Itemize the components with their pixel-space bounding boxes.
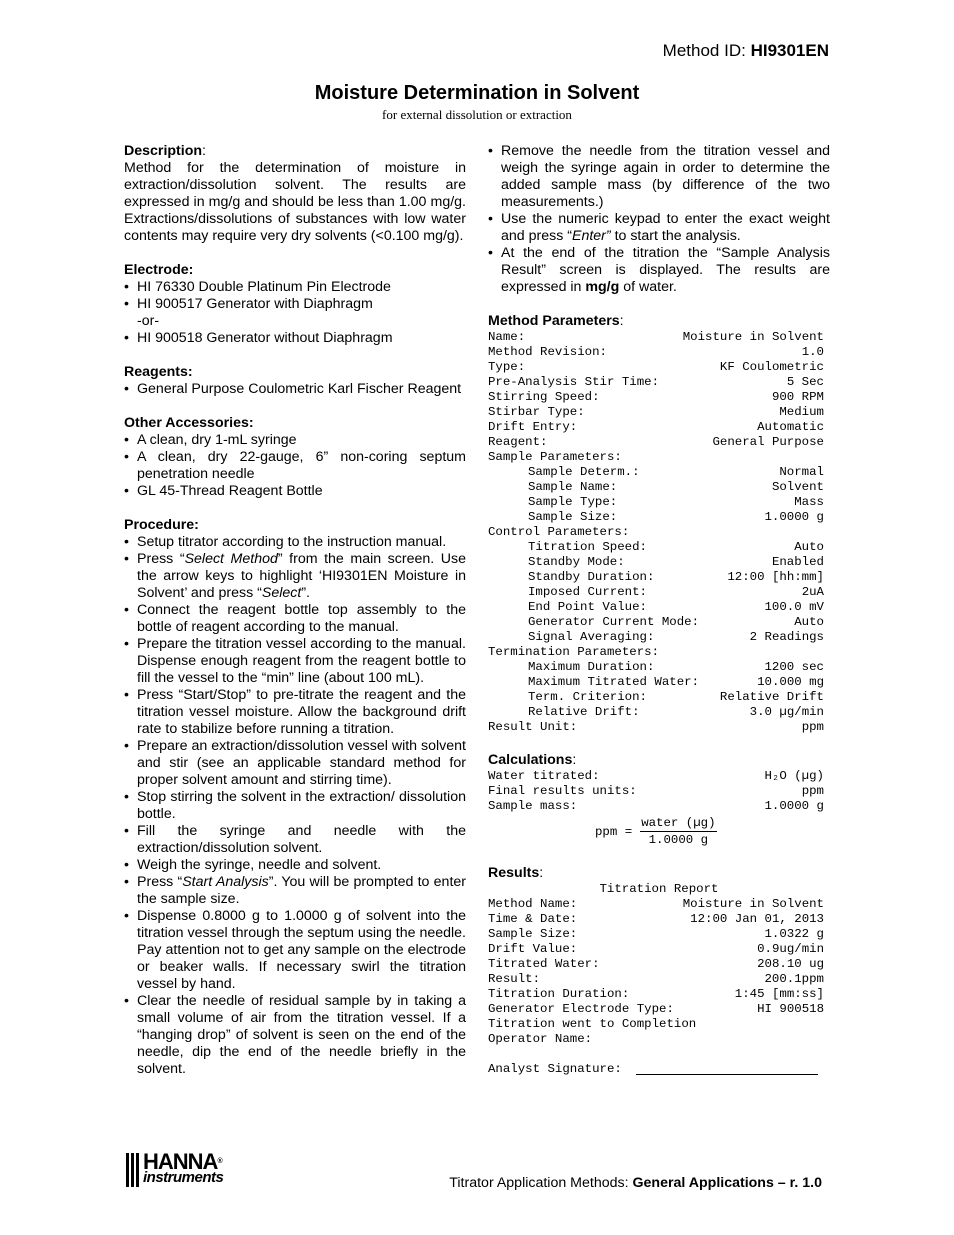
row-value: 5 Sec: [786, 375, 824, 389]
table-row: [488, 375, 830, 390]
table-row: [488, 942, 830, 957]
table-row: [488, 390, 830, 405]
row-label: Name:: [488, 330, 526, 344]
signature-row: Analyst Signature:: [488, 1062, 830, 1077]
row-value: H₂O (µg): [764, 769, 824, 783]
row-label: Result:: [488, 972, 541, 986]
procedure-continued: [488, 126, 830, 296]
results-section: Results: Titration Report Method Name: Moisture in Solvent Time & Date: 12:00 Jan 01, 2013 Sample Size: 1.0322 g Drift Value: 0.9ug/min Titrated Water: 208.10 ug Result: 200.1ppm Titration Duration: 1:45 [mm:ss] Generator Electrode Type: HI 900518 Titration went to Completion Operator Name: Analyst Signature:: [488, 865, 830, 1077]
procedure-section: [124, 517, 466, 1078]
row-value: 0.9ug/min: [757, 942, 824, 956]
row-label: Sample Determ.:: [528, 465, 640, 479]
list-item: • Press “Select Method” from the main screen. Use the arrow keys to highlight ‘HI9301EN Moisture in Solvent’ and press “Select”.: [124, 551, 466, 601]
hanna-logo: HANNA® instruments: [126, 1153, 223, 1187]
row-label: Method Name:: [488, 897, 578, 911]
table-row: [488, 987, 830, 1002]
table-row: [488, 784, 830, 799]
table-row: [488, 435, 830, 450]
row-label: Pre-Analysis Stir Time:: [488, 375, 660, 389]
table-row: [488, 927, 830, 942]
list-item: • Prepare the titration vessel according to the manual. Dispense enough reagent from the reagent bottle to fill the vessel to the “min” line (about 100 mL).: [124, 636, 466, 686]
list-item: • Clear the needle of residual sample by in taking a small volume of air from the titration vessel. If a “hanging drop” of solvent is seen on the end of the needle, dip the end of the needle briefly in the solvent.: [124, 993, 466, 1077]
table-row: [488, 570, 830, 585]
accessories-section: [124, 415, 466, 500]
table-row: [488, 600, 830, 615]
list-item: • At the end of the titration the “Sample Analysis Result” screen is displayed. The results are expressed in mg/g of water.: [488, 245, 830, 295]
right-column: [488, 143, 830, 1077]
reagents-section: [124, 364, 466, 398]
results-table: [488, 882, 830, 1077]
list-item: • Press “Start/Stop” to pre-titrate the reagent and the titration vessel moisture. Allow the background drift rate to stabilize before running a titration.: [124, 687, 466, 737]
row-label: Stirring Speed:: [488, 390, 600, 404]
row-label: Stirbar Type:: [488, 405, 585, 419]
row-label: Sample Name:: [528, 480, 618, 494]
row-label: Drift Value:: [488, 942, 578, 956]
calculations-table: [488, 769, 830, 848]
table-row: [488, 420, 830, 435]
row-value: Normal: [779, 465, 824, 479]
formula-numerator: water (µg): [641, 816, 716, 830]
row-label: Sample Size:: [488, 927, 578, 941]
procedure-heading: Procedure:: [124, 517, 199, 533]
row-label: Standby Duration:: [528, 570, 655, 584]
row-label: Time & Date:: [488, 912, 578, 926]
method-id: Method ID: HI9301EN: [662, 41, 829, 60]
table-row: Result Unit: ppm: [488, 720, 824, 734]
row-label: Standby Mode:: [528, 555, 625, 569]
table-row: [488, 690, 830, 705]
row-label: Type:: [488, 360, 526, 374]
row-label: Sample Size:: [528, 510, 618, 524]
results-heading: Results: [488, 865, 540, 881]
table-row: [488, 465, 830, 480]
row-label: Titration Speed:: [528, 540, 647, 554]
list-item: • Use the numeric keypad to enter the exact weight and press “Enter” to start the analysis.: [488, 211, 830, 244]
table-row: Titration went to Completion: [488, 1017, 697, 1031]
table-row: [488, 1002, 830, 1017]
row-label: Maximum Titrated Water:: [528, 675, 700, 689]
table-row: [488, 799, 830, 814]
row-value: 1:45 [mm:ss]: [734, 987, 824, 1001]
or-text: -or-: [137, 313, 160, 329]
method-parameters-table: [488, 330, 830, 735]
list-item: • Weigh the syringe, needle and solvent.: [124, 857, 382, 873]
row-value: Enabled: [771, 555, 824, 569]
table-row: [488, 555, 830, 570]
row-value: 1.0000 g: [764, 799, 824, 813]
list-item: • A clean, dry 1-mL syringe: [124, 432, 297, 448]
list-item: • Dispense 0.8000 g to 1.0000 g of solvent into the titration vessel through the septum using the needle. Pay attention not to get any sample on the electrode or beaker walls. If necessary swirl the titration vessel by hand.: [124, 908, 466, 992]
list-item: • HI 900518 Generator without Diaphragm: [124, 330, 393, 346]
row-value: 2 Readings: [749, 630, 824, 644]
table-row: [488, 480, 830, 495]
table-row: [488, 769, 830, 784]
row-value: 12:00 Jan 01, 2013: [690, 912, 824, 926]
table-row: Termination Parameters:: [488, 645, 660, 659]
row-label: Water titrated:: [488, 769, 600, 783]
table-row: Control Parameters:: [488, 525, 630, 539]
row-value: Automatic: [757, 420, 824, 434]
row-value: 200.1ppm: [764, 972, 824, 986]
row-value: HI 900518: [757, 1002, 824, 1016]
method-parameters-section: Method Parameters: Name: Moisture in Solvent Method Revision: 1.0 Type: KF Coulometric Pre-Analysis Stir Time: 5 Sec Stirring Speed: 900 RPM Stirbar Type: Medium Drift Entry: Automatic Reagent: General Purpose Sample Parameters: Sample Determ.: Normal Sample Name: Solvent Sample Type: Mass Sample Size: 1.0000 g Control Parameters: Titration Speed: Auto Standby Mode: Enabled Standby Duration: 12:00 [hh:mm] Imposed Current: 2uA End Point Value: 100.0 mV Generator Current Mode: Auto Signal Averaging: 2 Readings Termination Parameters: Maximum Duration: 1200 sec Maximum Titrated Water: 10.000 mg Term. Criterion: Relative Drift Relative Drift: 3.0 µg/min Result Unit: ppm: [488, 313, 830, 735]
table-row: [488, 540, 830, 555]
row-value: 12:00 [hh:mm]: [727, 570, 824, 584]
calculations-section: Calculations: Water titrated: H₂O (µg) Final results units: ppm Sample mass: 1.0000 g ppm = $\frac{\text{water (µg)}}{1.0000 g}$: [488, 752, 830, 848]
page-subtitle: for external dissolution or extraction: [382, 107, 572, 122]
row-value: 208.10 ug: [757, 957, 824, 971]
page-title: Moisture Determination in Solvent: [314, 82, 640, 104]
row-value: 1.0000 g: [764, 510, 824, 524]
list-item: • Stop stirring the solvent in the extraction/ dissolution bottle.: [124, 789, 466, 822]
row-label: Relative Drift:: [528, 705, 640, 719]
table-row: Sample Parameters:: [488, 450, 622, 464]
left-column: [124, 143, 466, 1078]
formula-denominator: 1.0000 g: [648, 833, 709, 847]
calculations-heading: Calculations: [488, 752, 573, 768]
list-item: • Remove the needle from the titration vessel and weigh the syringe again in order to determine the added sample mass (by difference of the two measurements.): [488, 143, 830, 210]
row-value: Moisture in Solvent: [682, 330, 824, 344]
row-value: 1.0322 g: [764, 927, 824, 941]
row-value: ppm: [801, 784, 824, 798]
row-label: Reagent:: [488, 435, 548, 449]
row-label: Term. Criterion:: [528, 690, 647, 704]
row-value: KF Coulometric: [719, 360, 824, 374]
table-row: [488, 345, 830, 360]
table-row: [488, 495, 830, 510]
list-item: • HI 900517 Generator with Diaphragm: [124, 296, 373, 312]
formula: ppm = $\frac{\text{water (µg)}}{1.0000 g}$: [595, 816, 716, 847]
row-value: 1200 sec: [764, 660, 824, 674]
table-row: [488, 510, 830, 525]
row-label: Method Revision:: [488, 345, 607, 359]
row-label: Generator Current Mode:: [528, 615, 700, 629]
table-row: [488, 675, 830, 690]
row-label: Drift Entry:: [488, 420, 578, 434]
table-row: [488, 972, 830, 987]
table-row: [488, 615, 830, 630]
row-value: General Purpose: [712, 435, 824, 449]
row-value: Moisture in Solvent: [682, 897, 824, 911]
row-value: Medium: [779, 405, 824, 419]
logo-bars-icon: [126, 1153, 139, 1187]
row-label: Maximum Duration:: [528, 660, 655, 674]
row-value: 900 RPM: [771, 390, 824, 404]
table-row: [488, 360, 830, 375]
report-title: Titration Report: [599, 882, 719, 896]
list-item: • Press “Start Analysis”. You will be prompted to enter the sample size.: [124, 874, 466, 907]
row-label: Final results units:: [488, 784, 637, 798]
row-value: Mass: [794, 495, 824, 509]
row-value: 2uA: [801, 585, 824, 599]
row-label: Signal Averaging:: [528, 630, 655, 644]
list-item: • General Purpose Coulometric Karl Fischer Reagent: [124, 381, 462, 397]
table-row: [488, 897, 830, 912]
row-label: Titrated Water:: [488, 957, 600, 971]
row-value: 1.0: [801, 345, 824, 359]
list-item: • HI 76330 Double Platinum Pin Electrode: [124, 279, 391, 295]
page-footer: Titrator Application Methods: General Applications – r. 1.0: [449, 1175, 822, 1191]
list-item: • Fill the syringe and needle with the extraction/dissolution solvent.: [124, 823, 466, 856]
row-value: 10.000 mg: [757, 675, 824, 689]
description-section: Description: Method for the determination of moisture in extraction/dissolution solvent. The results are expressed in mg/g and should be less than 1.00 mg/g. Extractions/dissolutions of substances with low water contents may require very dry solvents (<0.100 mg/g).: [124, 143, 466, 244]
method-parameters-heading: Method Parameters: [488, 313, 620, 329]
row-value: 3.0 µg/min: [749, 705, 824, 719]
list-item: • GL 45-Thread Reagent Bottle: [124, 483, 323, 499]
signature-line: [636, 1062, 818, 1075]
reagents-heading: Reagents:: [124, 364, 193, 380]
list-item: • A clean, dry 22-gauge, 6” non-coring septum penetration needle: [124, 449, 466, 482]
table-row: [488, 957, 830, 972]
electrode-heading: Electrode:: [124, 262, 194, 278]
table-row: [488, 585, 830, 600]
row-value: 100.0 mV: [764, 600, 824, 614]
description-text: Method for the determination of moisture in extraction/dissolution solvent. The results are expressed in mg/g and should be less than 1.00 mg/g. Extractions/dissolutions of substances with low water contents may require very dry solvents (<0.100 mg/g).: [124, 160, 466, 244]
table-row: [488, 660, 830, 675]
method-id-value: HI9301EN: [750, 41, 829, 60]
table-row: [488, 405, 830, 420]
list-item: • Connect the reagent bottle top assembly to the bottle of reagent according to the manual.: [124, 602, 466, 635]
row-label: Titration Duration:: [488, 987, 630, 1001]
row-value: Auto: [794, 540, 824, 554]
row-label: Sample Type:: [528, 495, 618, 509]
table-row: [488, 330, 830, 345]
row-label: Imposed Current:: [528, 585, 647, 599]
accessories-heading: Other Accessories:: [124, 415, 254, 431]
table-row: [488, 630, 830, 645]
row-label: Generator Electrode Type:: [488, 1002, 674, 1016]
list-item: • Prepare an extraction/dissolution vessel with solvent and stir (see an applicable standard method for proper solvent amount and stirring time).: [124, 738, 466, 788]
description-heading: Description: [124, 143, 203, 159]
row-label: Sample mass:: [488, 799, 578, 813]
list-item: • Setup titrator according to the instruction manual.: [124, 534, 447, 550]
table-row: [488, 912, 830, 927]
row-label: End Point Value:: [528, 600, 647, 614]
table-row: [488, 705, 830, 720]
row-value: Relative Drift: [719, 690, 824, 704]
table-row: Operator Name:: [488, 1032, 593, 1046]
electrode-section: [124, 262, 466, 347]
row-value: Solvent: [771, 480, 824, 494]
row-value: Auto: [794, 615, 824, 629]
